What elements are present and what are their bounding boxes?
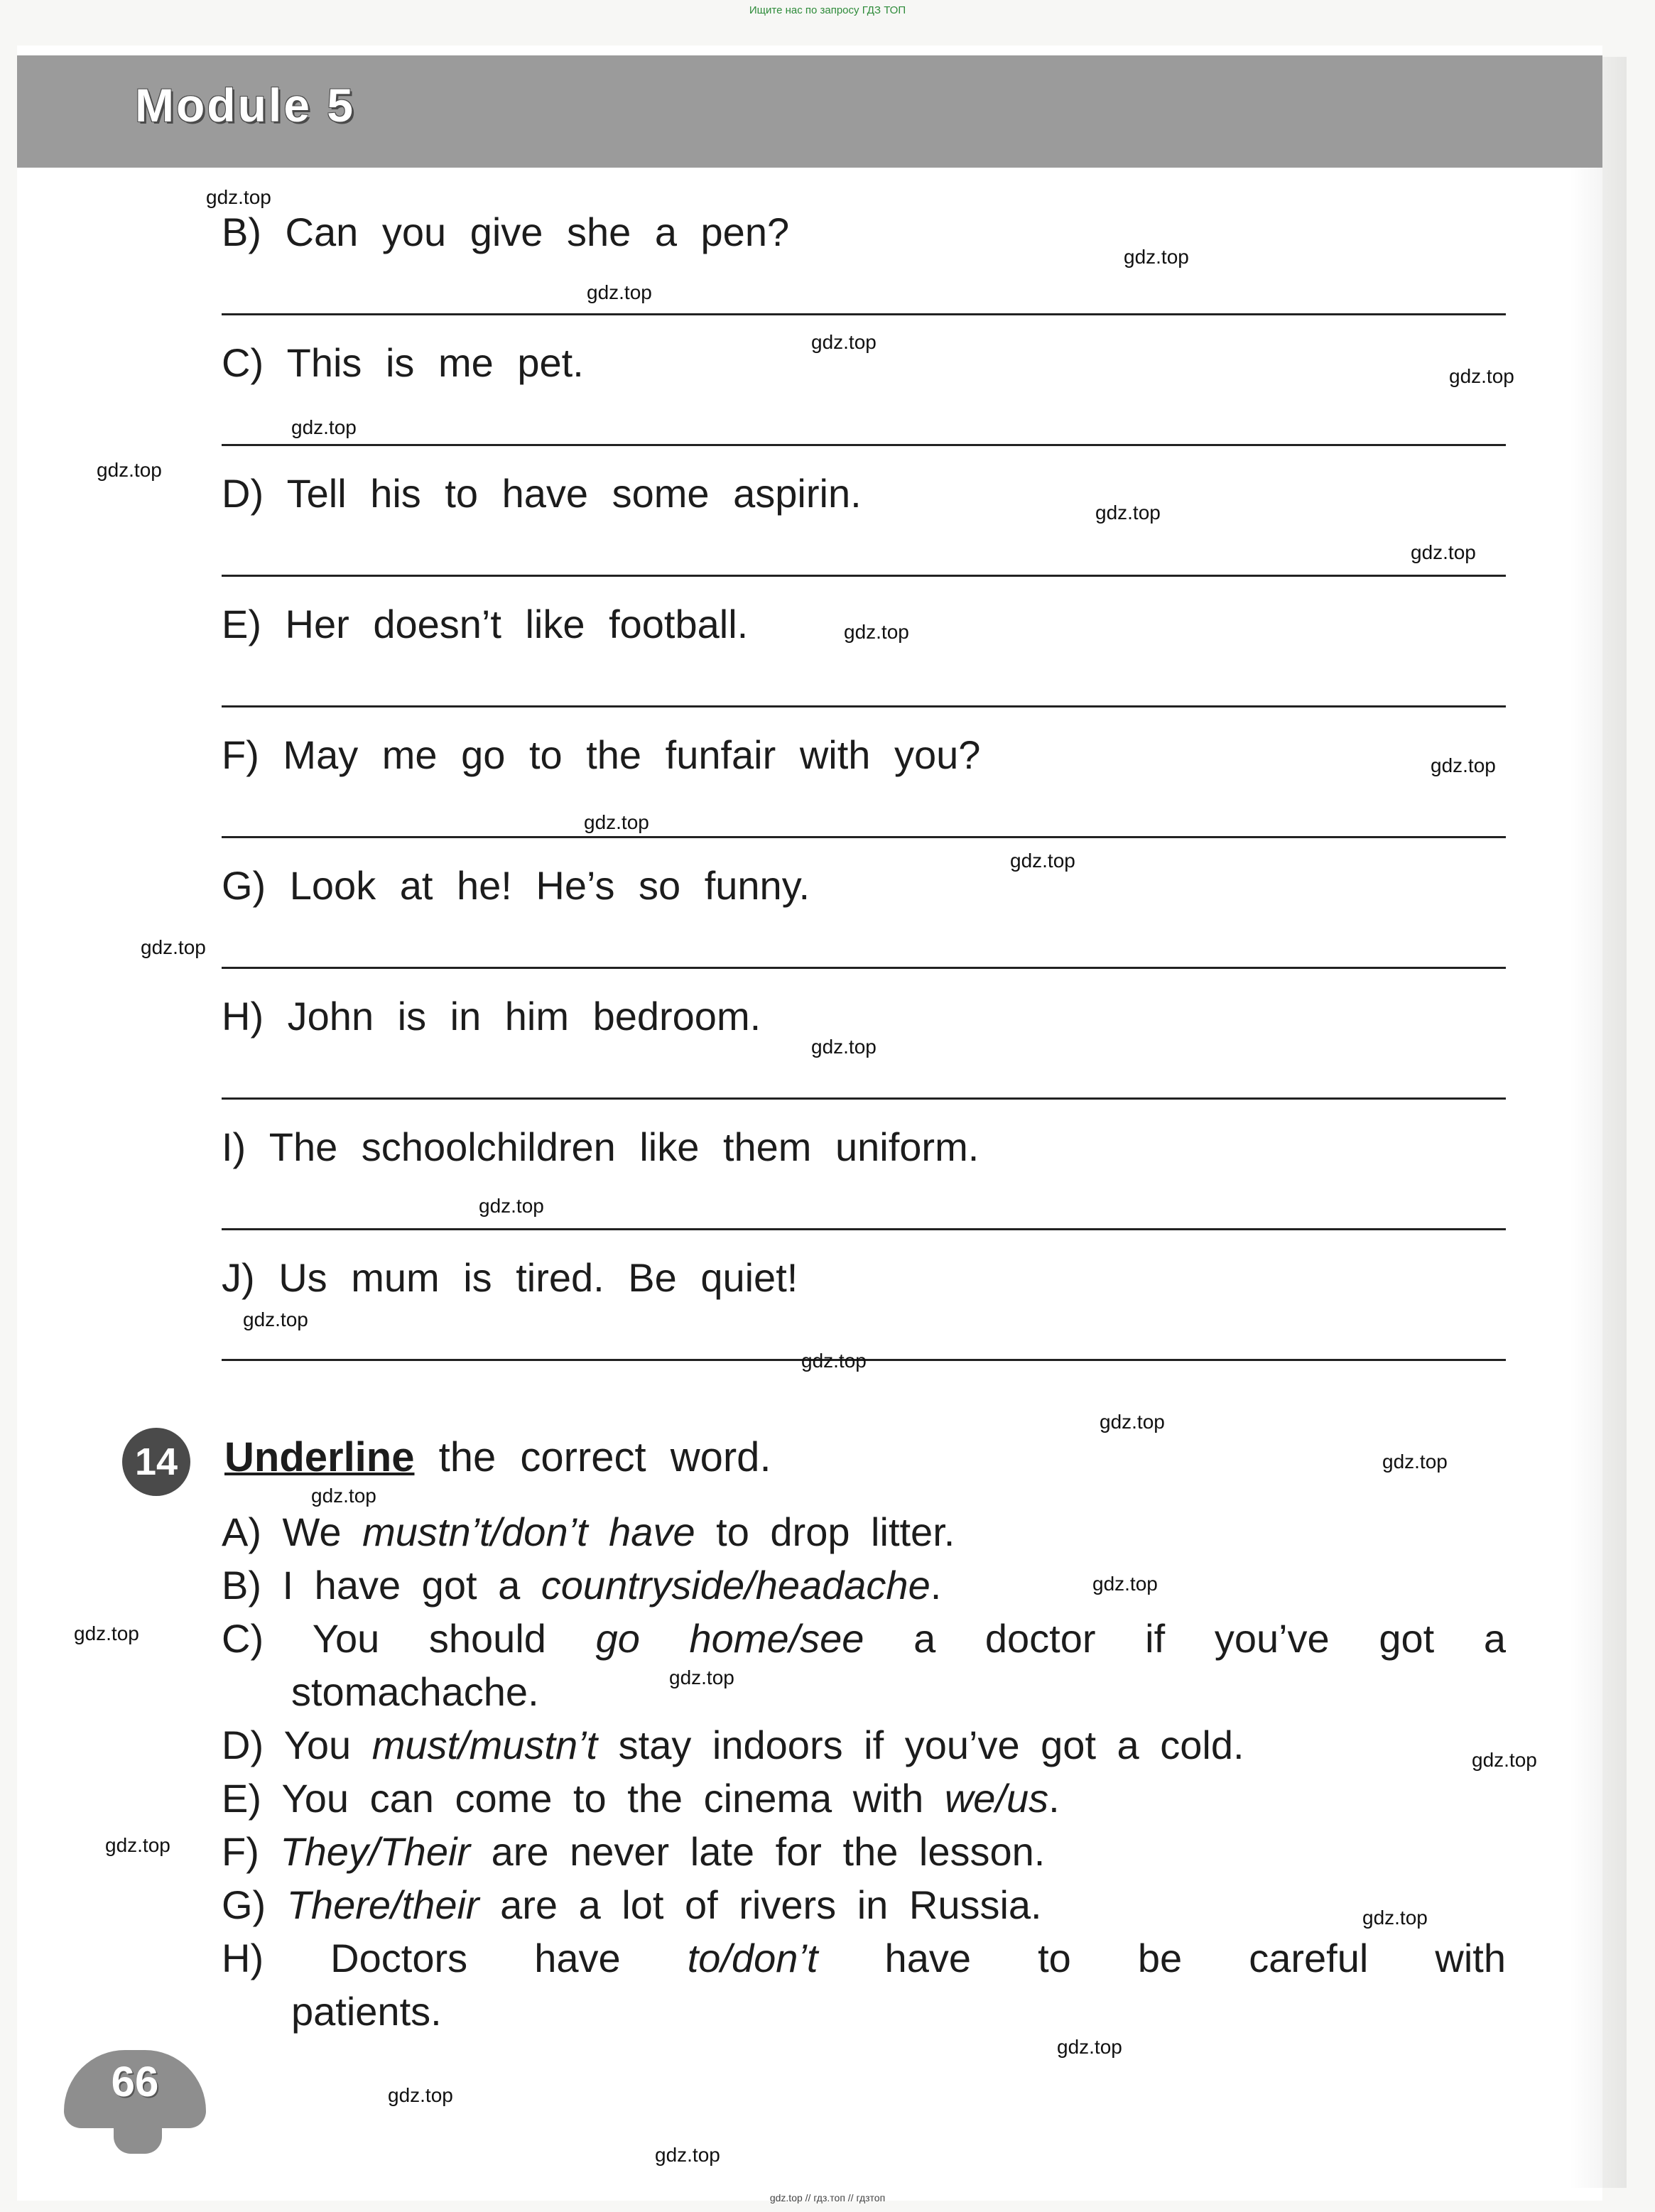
watermark: gdz.top xyxy=(141,936,206,958)
choice-text: B) I have got a xyxy=(222,1563,541,1608)
choice-text: A) We xyxy=(222,1509,363,1554)
watermark: gdz.top xyxy=(801,1350,867,1372)
sentence-i: I) The schoolchildren like them uniform. xyxy=(222,1124,980,1169)
answer-line-b[interactable] xyxy=(222,313,1506,315)
sentence-f: F) May me go to the funfair with you? xyxy=(222,732,981,777)
choice-text: H) Doctors have xyxy=(222,1936,688,1980)
answer-line-h[interactable] xyxy=(222,1097,1506,1100)
watermark: gdz.top xyxy=(311,1485,376,1507)
watermark: gdz.top xyxy=(291,416,357,438)
watermark: gdz.top xyxy=(811,1036,877,1058)
watermark: gdz.top xyxy=(1362,1907,1428,1929)
watermark: gdz.top xyxy=(105,1834,170,1856)
choice-item-g xyxy=(222,1882,1506,1928)
choice-item-c-continued: stomachache. xyxy=(291,1669,539,1714)
choice-item-f xyxy=(222,1828,1506,1875)
watermark: gdz.top xyxy=(655,2144,720,2166)
choice-text: E) You can come to the cinema with xyxy=(222,1776,945,1821)
bottom-note: gdz.top // гдз.топ // гдзтоп xyxy=(769,2192,886,2203)
instruction-rest: the correct word. xyxy=(414,1434,771,1480)
choice-text: G) xyxy=(222,1882,287,1927)
choice-text: stay indoors if you’ve got a cold. xyxy=(597,1723,1244,1767)
choice-text: . xyxy=(1048,1776,1060,1821)
watermark: gdz.top xyxy=(243,1308,308,1330)
choice-text: C) You should xyxy=(222,1616,596,1661)
watermark: gdz.top xyxy=(584,811,649,833)
watermark: gdz.top xyxy=(587,281,652,303)
answer-line-e[interactable] xyxy=(222,705,1506,707)
choice-item-h xyxy=(222,1935,1506,1981)
answer-line-c[interactable] xyxy=(222,444,1506,446)
watermark: gdz.top xyxy=(1431,754,1496,776)
watermark: gdz.top xyxy=(1095,502,1161,524)
watermark: gdz.top xyxy=(1411,541,1476,563)
sentence-g: G) Look at he! He’s so funny. xyxy=(222,863,810,908)
exercise-instruction xyxy=(224,1433,771,1481)
page-number: 66 xyxy=(111,2058,159,2105)
top-note: Ищите нас по запросу ГДЗ ТОП xyxy=(749,4,906,16)
answer-line-f[interactable] xyxy=(222,836,1506,838)
choice-text: are a lot of rivers in Russia. xyxy=(479,1882,1042,1927)
choice-text: D) You xyxy=(222,1723,372,1767)
watermark: gdz.top xyxy=(1100,1411,1165,1433)
choice-item-c xyxy=(222,1615,1506,1661)
choice-text: a doctor if you’ve got a xyxy=(864,1616,1506,1661)
choice-item-a xyxy=(222,1509,1506,1555)
choice-options[interactable]: must/mustn’t xyxy=(371,1723,598,1767)
choice-item-h-continued: patients. xyxy=(291,1989,442,2034)
choice-item-b xyxy=(222,1562,1506,1608)
watermark: gdz.top xyxy=(1382,1451,1448,1473)
choice-text: F) xyxy=(222,1829,281,1874)
mushroom-stem-icon xyxy=(114,2111,162,2154)
choice-item-d xyxy=(222,1722,1506,1768)
watermark: gdz.top xyxy=(479,1195,544,1217)
choice-options[interactable]: to/don’t xyxy=(687,1936,818,1980)
page-edge-shadow xyxy=(1570,57,1627,2188)
exercise-number-badge: 14 xyxy=(122,1428,190,1496)
watermark: gdz.top xyxy=(1472,1749,1537,1771)
sentence-c: C) This is me pet. xyxy=(222,340,584,385)
watermark: gdz.top xyxy=(1092,1573,1158,1595)
sentence-b: B) Can you give she a pen? xyxy=(222,210,790,254)
watermark: gdz.top xyxy=(1124,246,1189,268)
choice-text: . xyxy=(930,1563,942,1608)
watermark: gdz.top xyxy=(1010,850,1075,872)
choice-text: are never late for the lesson. xyxy=(470,1829,1046,1874)
choice-item-e xyxy=(222,1775,1506,1821)
watermark: gdz.top xyxy=(97,459,162,481)
sentence-j: J) Us mum is tired. Be quiet! xyxy=(222,1255,798,1300)
answer-line-d[interactable] xyxy=(222,575,1506,577)
sentence-e: E) Her doesn’t like football. xyxy=(222,602,749,646)
instruction-keyword: Underline xyxy=(224,1434,415,1480)
choice-text: to drop litter. xyxy=(695,1509,955,1554)
watermark: gdz.top xyxy=(669,1666,734,1688)
choice-options[interactable]: mustn’t/don’t have xyxy=(362,1509,695,1554)
choice-options[interactable]: They/Their xyxy=(280,1829,471,1874)
choice-options[interactable]: go home/see xyxy=(595,1616,864,1661)
watermark: gdz.top xyxy=(1057,2036,1122,2058)
sentence-d: D) Tell his to have some aspirin. xyxy=(222,471,862,516)
watermark: gdz.top xyxy=(206,186,271,208)
watermark: gdz.top xyxy=(1449,365,1514,387)
answer-line-g[interactable] xyxy=(222,967,1506,969)
answer-line-i[interactable] xyxy=(222,1228,1506,1230)
choice-options[interactable]: we/us xyxy=(944,1776,1049,1821)
choice-options[interactable]: countryside/headache xyxy=(541,1563,930,1608)
watermark: gdz.top xyxy=(388,2084,453,2106)
choice-text: have to be careful with xyxy=(818,1936,1507,1980)
watermark: gdz.top xyxy=(811,331,877,353)
watermark: gdz.top xyxy=(844,621,909,643)
watermark: gdz.top xyxy=(74,1622,139,1644)
sentence-h: H) John is in him bedroom. xyxy=(222,994,761,1039)
module-title: Module 5 xyxy=(135,79,356,131)
choice-options[interactable]: There/their xyxy=(286,1882,479,1927)
